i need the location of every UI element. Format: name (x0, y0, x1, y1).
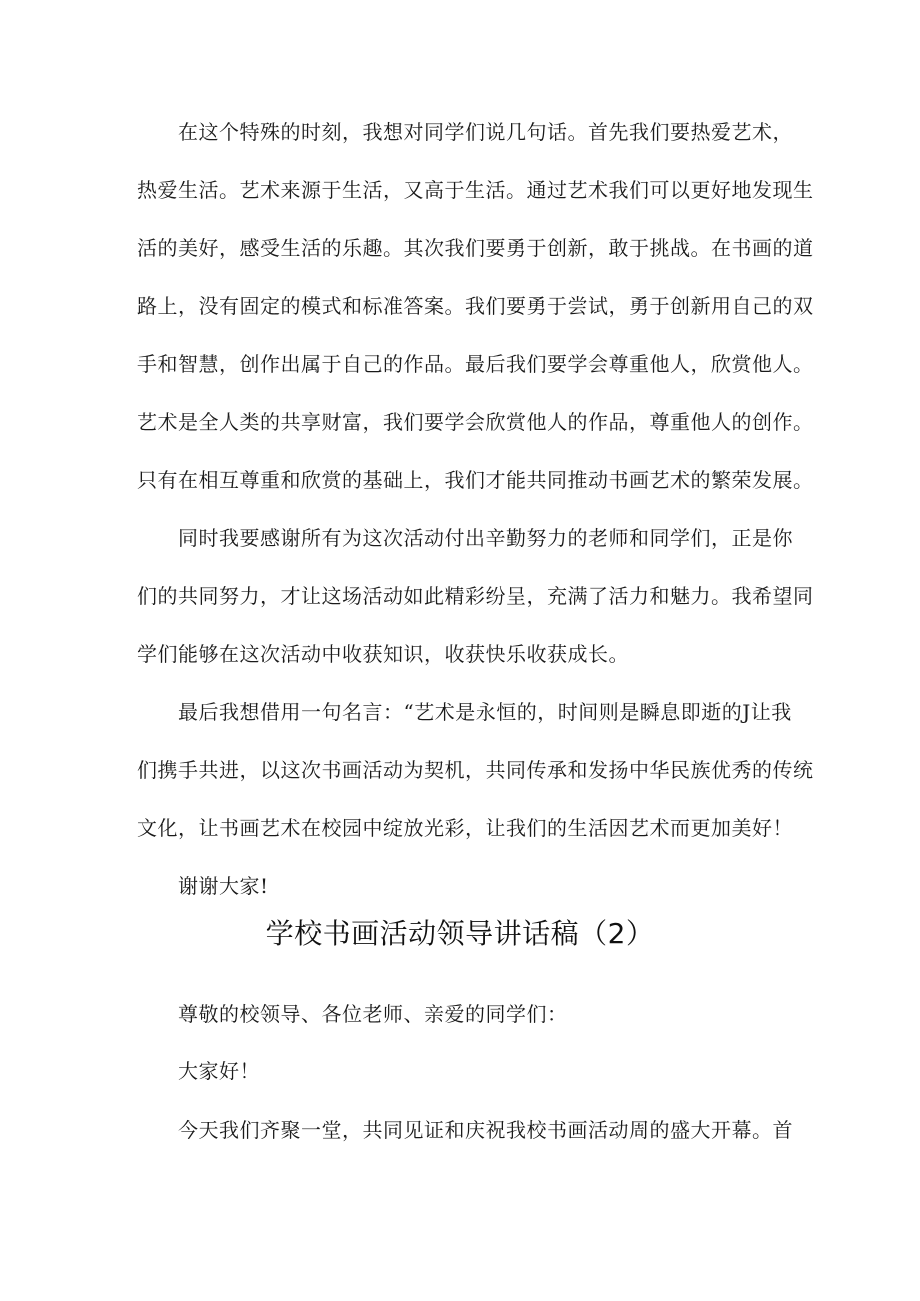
section-title: 学校书画活动领导讲话稿（2） (265, 917, 655, 950)
paragraph-1-line-1: 在这个特殊的时刻，我想对同学们说几句话。首先我们要热爱艺术， (178, 120, 793, 144)
paragraph-2-line-1: 同时我要感谢所有为这次活动付出辛勤努力的老师和同学们，正是你 (178, 526, 793, 550)
paragraph-1-line-5: 手和智慧，创作出属于自己的作品。最后我们要学会尊重他人，欣赏他人。 (137, 352, 814, 376)
greeting: 大家好！ (178, 1059, 260, 1083)
paragraph-1-line-3: 活的美好，感受生活的乐趣。其次我们要勇于创新，敢于挑战。在书画的道 (137, 236, 814, 260)
paragraph-1-line-7: 只有在相互尊重和欣赏的基础上，我们才能共同推动书画艺术的繁荣发展。 (137, 468, 814, 492)
paragraph-1-line-6: 艺术是全人类的共享财富，我们要学会欣赏他人的作品，尊重他人的创作。 (137, 410, 814, 434)
paragraph-3-line-3: 文化，让书画艺术在校园中绽放光彩，让我们的生活因艺术而更加美好！ (137, 816, 793, 840)
opening-line: 今天我们齐聚一堂，共同见证和庆祝我校书画活动周的盛大开幕。首 (178, 1118, 793, 1142)
paragraph-2-line-2: 们的共同努力，才让这场活动如此精彩纷呈，充满了活力和魅力。我希望同 (137, 584, 814, 608)
paragraph-2-line-3: 学们能够在这次活动中收获知识，收获快乐收获成长。 (137, 642, 629, 666)
closing-thanks: 谢谢大家! (178, 874, 269, 898)
paragraph-3-line-1: 最后我想借用一句名言：“艺术是永恒的，时间则是瞬息即逝的J让我 (178, 700, 792, 724)
paragraph-3-line-2: 们携手共进，以这次书画活动为契机，共同传承和发扬中华民族优秀的传统 (137, 758, 814, 782)
paragraph-1-line-2: 热爱生活。艺术来源于生活，又高于生活。通过艺术我们可以更好地发现生 (137, 178, 814, 202)
paragraph-1-line-4: 路上，没有固定的模式和标准答案。我们要勇于尝试，勇于创新用自己的双 (137, 294, 814, 318)
salutation: 尊敬的校领导、各位老师、亲爱的同学们： (178, 1002, 568, 1026)
